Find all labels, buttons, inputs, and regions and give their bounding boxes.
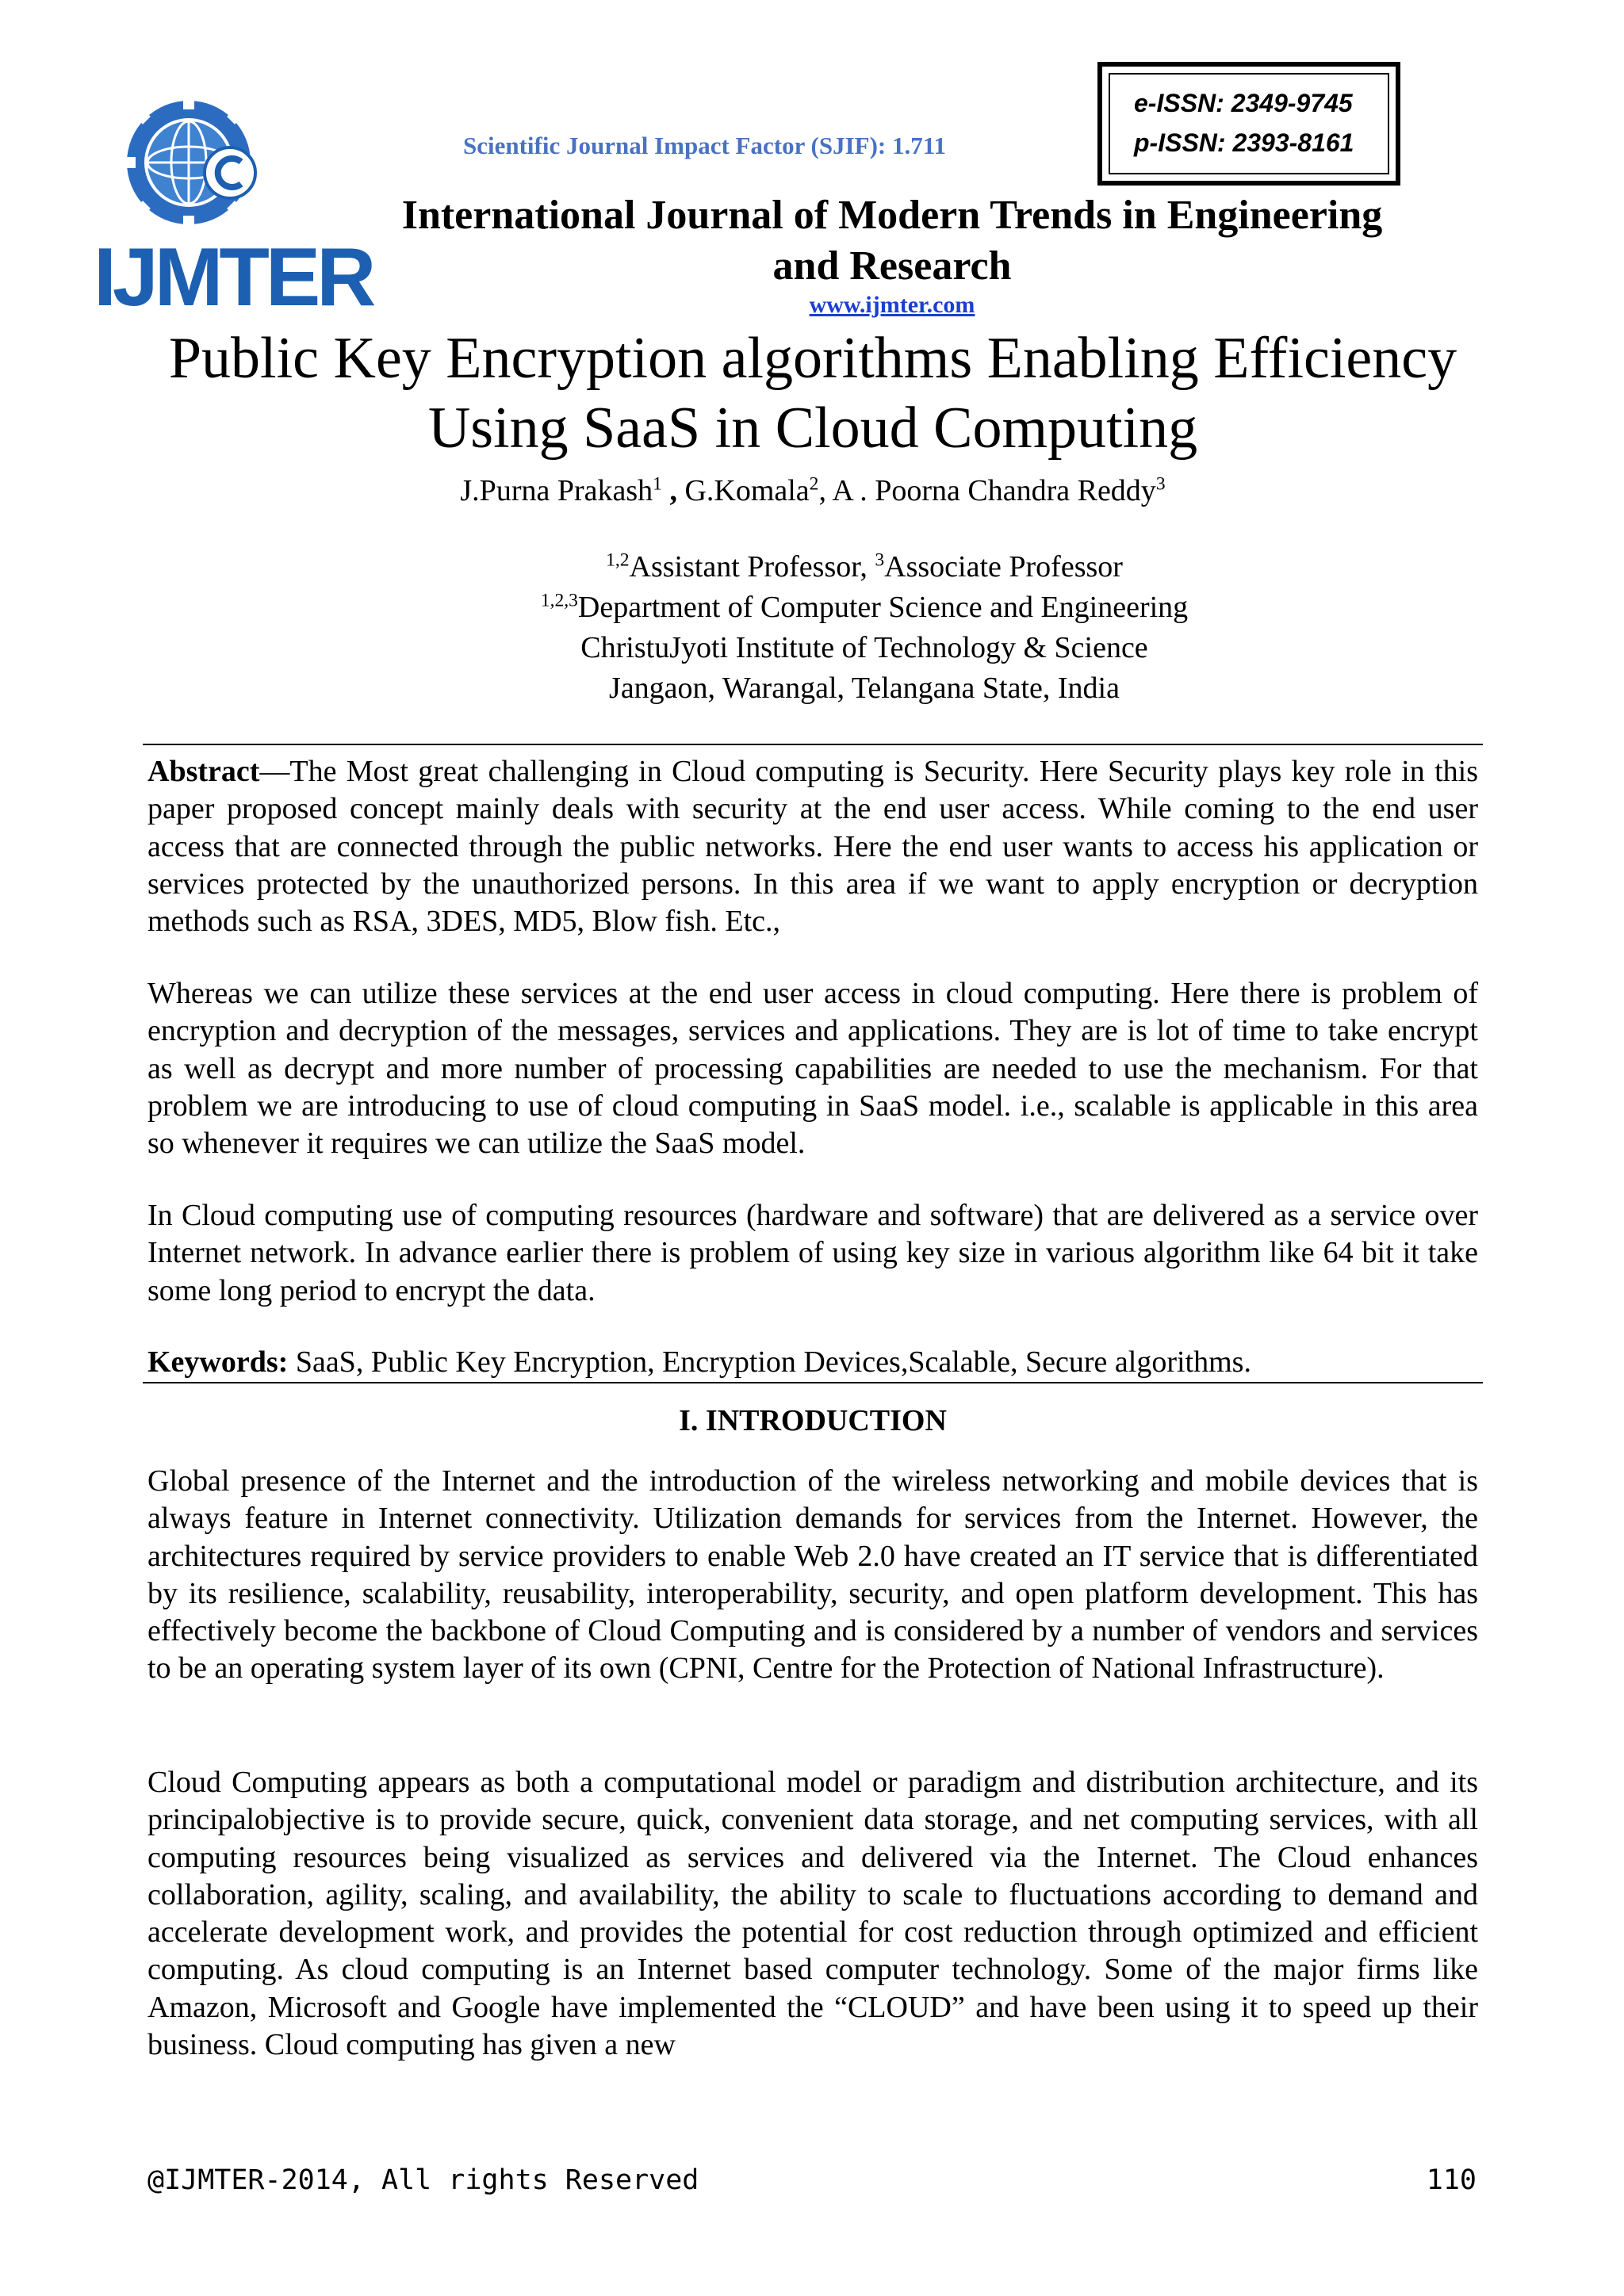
paper-title-line2: Using SaaS in Cloud Computing [427,396,1198,461]
keywords-text: SaaS, Public Key Encryption, Encryption Devices,Scalable, Secure algorithms. [288,1345,1251,1379]
author-sup: 3 [1155,473,1166,495]
page-number: 110 [1426,2164,1477,2196]
role-sup: 1,2 [606,549,630,571]
issn-box [1097,62,1400,186]
section-heading-introduction: I. INTRODUCTION [679,1404,947,1437]
impact-factor: Scientific Journal Impact Factor (SJIF): 1.711 [463,132,947,159]
journal-title-line2: and Research [772,243,1012,289]
role-assistant: Assistant Professor, [629,550,875,584]
affiliation-location: Jangaon, Warangal, Telangana State, India [609,672,1120,705]
footer-copyright: @IJMTER-2014, All rights Reserved [147,2164,699,2196]
author-sup: 2 [809,473,819,495]
p-issn: p-ISSN: 2393-8161 [1134,128,1354,157]
abstract-label: Abstract [147,755,260,788]
globe-gear-icon [94,79,300,238]
author-separator: , [661,474,685,507]
intro-paragraph-2: Cloud Computing appears as both a computational model or paradigm and distribution architecture, and its principalobjective is to provide secure, quick, convenient data storage, and net computing services, with all computing resources being visualized as services and delivered via the Internet. The Cloud enhances collaboration, agility, scaling, and availability, the ability to scale to fluctuations according to demand and accelerate development work, and provides the potential for cost reduction through optimized and efficient computing. As cloud computing is an Internet based computer technology. Some of the major firms like Amazon, Microsoft and Google have implemented the “CLOUD” and have been using it to speed up their business. Cloud computing has given a new [147,1766,1478,2062]
author-list [119,471,1507,511]
keywords-line [147,1344,1478,1381]
affiliation-block [119,547,1610,709]
abstract-text-1: —The Most great challenging in Cloud computing is Security. Here Security plays key role in this paper proposed concept mainly deals with security at the end user access. While coming to the end user access that are connected through the public networks. Here the end user wants to access his application or services protected by the unauthorized persons. In this area if we want to apply encryption or decryption methods such as RSA, 3DES, MD5, Blow fish. Etc., [147,755,1478,939]
abstract-paragraph-1 [147,753,1478,940]
divider-bottom [143,1382,1483,1383]
journal-title-line1: International Journal of Modern Trends in Engineering [401,193,1383,238]
author-name: J.Purna Prakash [460,474,653,507]
journal-logo [94,79,373,323]
e-issn: e-ISSN: 2349-9745 [1134,89,1353,118]
affiliation-dept [119,587,1610,628]
role-sup: 3 [875,549,885,571]
paper-title [119,323,1507,463]
author-name: A . Poorna Chandra Reddy [832,474,1156,507]
affiliation-institute: ChristuJyoti Institute of Technology & Science [580,631,1148,664]
paper-title-line1: Public Key Encryption algorithms Enabling Efficiency [168,326,1457,391]
journal-title [317,190,1467,292]
abstract-paragraph-2: Whereas we can utilize these services at the end user access in cloud computing. Here there is problem of encryption and decryption of the messages, services and applications. They are is lot of time to take encrypt as well as decrypt and more number of processing capabilities are needed to use the mechanism. For that problem we are introducing to use of cloud computing in SaaS model. i.e., scalable is applicable in this area so whenever it requires we can utilize the SaaS model. [147,977,1478,1161]
intro-paragraph-1: Global presence of the Internet and the introduction of the wireless networking and mobile devices that is always feature in Internet connectivity. Utilization demands for services from the Internet. However, the architectures required by service providers to enable Web 2.0 have created an IT service that is differentiated by its resilience, scalability, reusability, interoperability, security, and open platform development. This has effectively become the backbone of Cloud Computing and is considered by a number of vendors and services to be an operating system layer of its own (CPNI, Centre for the Protection of National Infrastructure). [147,1464,1478,1686]
affiliation-roles [119,547,1610,587]
logo-wordmark: IJMTER [94,232,373,323]
abstract-paragraph-3: In Cloud computing use of computing resources (hardware and software) that are delivered as a service over Internet network. In advance earlier there is problem of using key size in various algorithm like 64 bit it take some long period to encrypt the data. [147,1199,1478,1307]
author-sup: 1 [653,473,662,495]
role-associate: Associate Professor [884,550,1123,584]
author-separator: , [818,474,833,507]
journal-url-link[interactable]: www.ijmter.com [809,292,975,318]
divider-top [143,744,1483,745]
author-name: G.Komala [684,474,810,507]
keywords-label: Keywords: [147,1345,289,1379]
dept-sup: 1,2,3 [540,590,578,611]
dept-name: Department of Computer Science and Engineering [577,591,1189,624]
